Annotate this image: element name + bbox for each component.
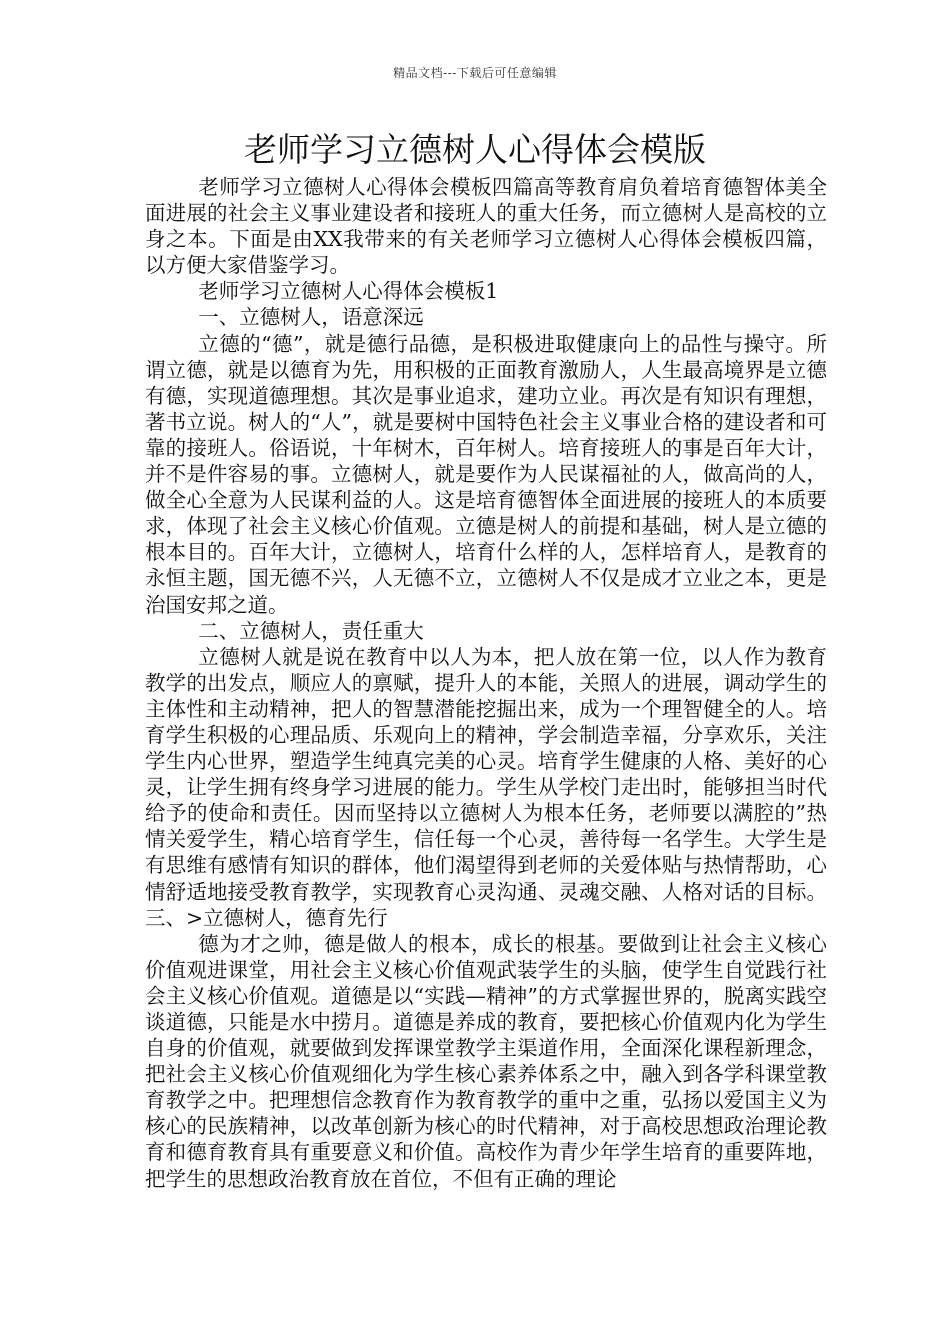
- body-paragraph-3: 德为才之帅，德是做人的根本，成长的根基。要做到让社会主义核心价值观进课堂，用社会主义核心价值观武装学生的头脑，使学生自觉践行社会主义核心价值观。道德是以“实践—精神”的方式掌握世界的，脱离实践空谈道德，只能是水中捞月。道德是养成的教育，要把核心价值观内化为学生自身的价值观，就要做到发挥课堂教学主渠道作用，全面深化课程新理念，把社会主义核心价值观细化为学生核心素养体系之中，融入到各学科课堂教育教学之中。把理想信念教育作为教育教学的重中之重，弘扬以爱国主义为核心的民族精神，以改革创新为核心的时代精神，对于高校思想政治理论教育和德育教育具有重要意义和价值。高校作为青少年学生培育的重要阵地，把学生的思想政治教育放在首位，不但有正确的理论: [145, 931, 827, 1191]
- body-paragraph-1: 立德的“德”，就是德行品德，是积极进取健康向上的品性与操守。所谓立德，就是以德育为先，用积极的正面教育激励人，人生最高境界是立德有德，实现道德理想。其次是事业追求，建功立业。再次是有知识有理想，著书立说。树人的“人”，就是要树中国特色社会主义事业合格的建设者和可靠的接班人。俗语说，十年树木，百年树人。培育接班人的事是百年大计，并不是件容易的事。立德树人，就是要作为人民谋福祉的人，做高尚的人，做全心全意为人民谋利益的人。这是培育德智体全面进展的接班人的本质要求，体现了社会主义核心价值观。立德是树人的前提和基础，树人是立德的根本目的。百年大计，立德树人，培育什么样的人，怎样培育人，是教育的永恒主题，国无德不兴，人无德不立，立德树人不仅是成才立业之本，更是治国安邦之道。: [145, 331, 827, 617]
- document-title: 老师学习立德树人心得体会模版: [244, 130, 706, 169]
- intro-paragraph: 老师学习立德树人心得体会模板四篇高等教育肩负着培育德智体美全面进展的社会主义事业建设者和接班人的重大任务，而立德树人是高校的立身之本。下面是由XX我带来的有关老师学习立德树人心得体会模板四篇，以方便大家借鉴学习。: [145, 175, 827, 278]
- document-body: [145, 174, 827, 1192]
- template-heading: 老师学习立德树人心得体会模板1: [198, 279, 499, 304]
- header-note: 精品文档---下载后可任意编辑: [393, 66, 557, 80]
- body-paragraph-2: 立德树人就是说在教育中以人为本，把人放在第一位，以人作为教育教学的出发点，顺应人的禀赋，提升人的本能，关照人的进展，调动学生的主体性和主动精神，把人的智慧潜能挖掘出来，成为一个理智健全的人。培育学生积极的心理品质、乐观向上的精神，学会制造幸福，分享欢乐，关注学生内心世界，塑造学生纯真完美的心灵。培育学生健康的人格、美好的心灵，让学生拥有终身学习进展的能力。学生从学校门走出时，能够担当时代给予的使命和责任。因而坚持以立德树人为根本任务，老师要以满腔的”热情关爱学生，精心培育学生，信任每一个心灵，善待每一名学生。大学生是有思维有感情有知识的群体，他们渴望得到老师的关爱体贴与热情帮助，心情舒适地接受教育教学，实现教育心灵沟通、灵魂交融、人格对话的目标。三、>立德树人，德育先行: [145, 644, 827, 930]
- section-heading-1: 一、立德树人，语意深远: [198, 305, 424, 330]
- section-heading-2: 二、立德树人，责任重大: [198, 618, 424, 643]
